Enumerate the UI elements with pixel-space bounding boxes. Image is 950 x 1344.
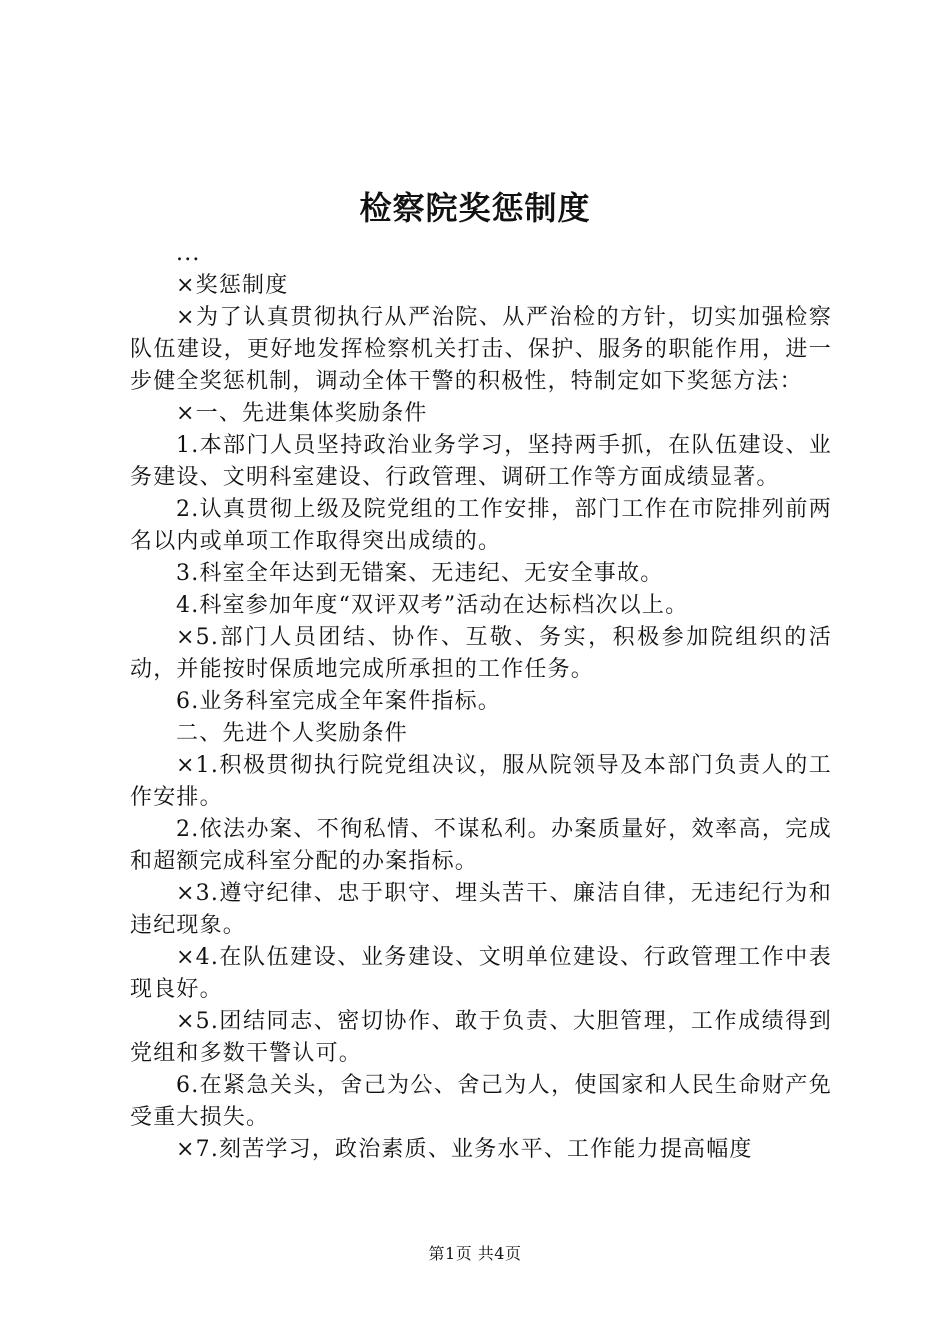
individual-item-3: ×3.遵守纪律、忠于职守、埋头苦干、廉洁自律，无违纪行为和违纪现象。 xyxy=(130,881,832,938)
document-title: 检察院奖惩制度 xyxy=(359,189,591,227)
paragraph-introduction: ×为了认真贯彻执行从严治院、从严治检的方针，切实加强检察队伍建设，更好地发挥检察机关打击、保护、服务的职能作用，进一步健全奖惩机制，调动全体干警的积极性，特制定如下奖惩方法： xyxy=(130,305,832,394)
page-footer: 第1页 共4页 xyxy=(428,1244,522,1263)
individual-item-5: ×5.团结同志、密切协作、敢于负责、大胆管理，工作成绩得到党组和多数干警认可。 xyxy=(130,1009,832,1066)
individual-item-1: ×1.积极贯彻执行院党组决议，服从院领导及本部门负责人的工作安排。 xyxy=(130,753,832,810)
section-heading-collective: ×一、先进集体奖励条件 xyxy=(176,401,428,426)
paragraph-heading-reward-punishment: ×奖惩制度 xyxy=(176,273,289,298)
collective-item-2: 2.认真贯彻上级及院党组的工作安排，部门工作在市院排列前两名以内或单项工作取得突出成绩的。 xyxy=(130,497,832,554)
individual-item-6: 6.在紧急关头，舍己为公、舍己为人，使国家和人民生命财产免受重大损失。 xyxy=(130,1073,832,1130)
individual-item-7: ×7.刻苦学习，政治素质、业务水平、工作能力提高幅度 xyxy=(176,1137,753,1162)
collective-item-3: 3.科室全年达到无错案、无违纪、无安全事故。 xyxy=(176,561,664,586)
document-body xyxy=(130,238,832,1166)
collective-item-1: 1.本部门人员坚持政治业务学习，坚持两手抓，在队伍建设、业务建设、文明科室建设、行政管理、调研工作等方面成绩显著。 xyxy=(130,433,832,490)
individual-item-2: 2.依法办案、不徇私情、不谋私利。办案质量好，效率高，完成和超额完成科室分配的办案指标。 xyxy=(130,817,832,874)
collective-item-4: 4.科室参加年度“双评双考”活动在达标档次以上。 xyxy=(176,593,689,618)
individual-item-4: ×4.在队伍建设、业务建设、文明单位建设、行政管理工作中表现良好。 xyxy=(130,945,832,1002)
collective-item-5: ×5.部门人员团结、协作、互敬、务实，积极参加院组织的活动，并能按时保质地完成所承担的工作任务。 xyxy=(130,625,832,682)
paragraph-ellipsis: ... xyxy=(176,241,201,266)
section-heading-individual: 二、先进个人奖励条件 xyxy=(176,721,409,746)
collective-item-6: 6.业务科室完成全年案件指标。 xyxy=(176,689,501,714)
